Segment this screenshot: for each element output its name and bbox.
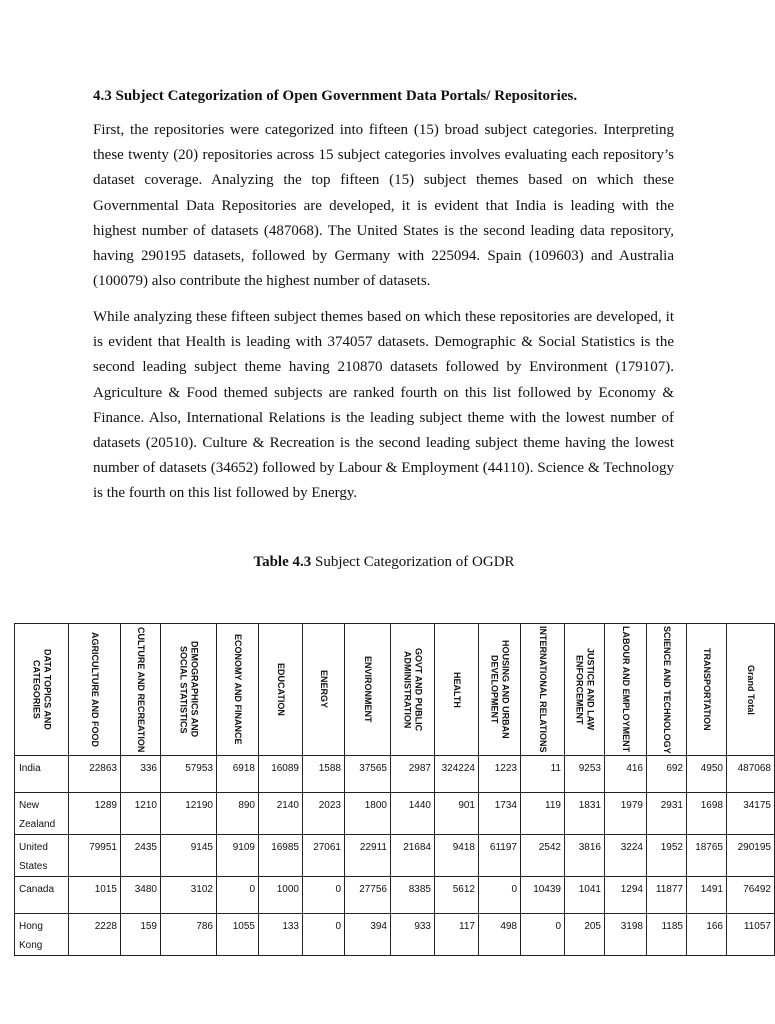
value-cell: 79951 <box>69 835 121 877</box>
table-row <box>15 914 775 956</box>
header-cell: EDUCATION <box>259 624 303 756</box>
value-cell: 61197 <box>479 835 521 877</box>
value-cell: 1210 <box>121 793 161 835</box>
value-cell: 2140 <box>259 793 303 835</box>
value-cell: 901 <box>435 793 479 835</box>
table-row <box>15 793 775 835</box>
value-cell: 9418 <box>435 835 479 877</box>
value-cell: 3816 <box>565 835 605 877</box>
value-cell: 10439 <box>521 877 565 914</box>
value-cell: 27756 <box>345 877 391 914</box>
value-cell: 1831 <box>565 793 605 835</box>
value-cell: 9109 <box>217 835 259 877</box>
header-cell: SCIENCE AND TECHNOLOGY <box>647 624 687 756</box>
value-cell: 2435 <box>121 835 161 877</box>
header-cell: INTERNATIONAL RELATIONS <box>521 624 565 756</box>
value-cell: 11057 <box>727 914 775 956</box>
value-cell: 18765 <box>687 835 727 877</box>
value-cell: 4950 <box>687 756 727 793</box>
value-cell: 9145 <box>161 835 217 877</box>
value-cell: 1440 <box>391 793 435 835</box>
paragraph-1: First, the repositories were categorized into fifteen (15) broad subject categories. Interpreting these twenty (20) repositories across 15 subject categories involves evaluating each repository’s dataset coverage. Analyzing the top fifteen (15) subject themes based on which these Governmental Data Repositories are developed, it is evident that India is leading with the highest number of datasets (487068). The United States is the second leading data repository, having 290195 datasets, followed by Germany with 225094. Spain (109603) and Australia (100079) also contribute the highest number of datasets. <box>93 122 674 290</box>
value-cell: 2228 <box>69 914 121 956</box>
value-cell: 37565 <box>345 756 391 793</box>
value-cell: 76492 <box>727 877 775 914</box>
value-cell: 34175 <box>727 793 775 835</box>
section-heading: 4.3 Subject Categorization of Open Government Data Portals/ Repositories. <box>93 88 578 104</box>
table-row <box>15 835 775 877</box>
value-cell: 16985 <box>259 835 303 877</box>
value-cell: 12190 <box>161 793 217 835</box>
value-cell: 394 <box>345 914 391 956</box>
row-label-cell: India <box>15 756 69 793</box>
header-cell: JUSTICE AND LAW ENFORCEMENT <box>565 624 605 756</box>
table-caption-label: Table 4.3 <box>253 554 312 570</box>
value-cell: 498 <box>479 914 521 956</box>
value-cell: 1979 <box>605 793 647 835</box>
value-cell: 22863 <box>69 756 121 793</box>
value-cell: 11877 <box>647 877 687 914</box>
value-cell: 1055 <box>217 914 259 956</box>
header-cell: DATA TOPICS AND CATEGORIES <box>15 624 69 756</box>
value-cell: 205 <box>565 914 605 956</box>
value-cell: 159 <box>121 914 161 956</box>
value-cell: 2023 <box>303 793 345 835</box>
header-cell: ECONOMY AND FINANCE <box>217 624 259 756</box>
value-cell: 1698 <box>687 793 727 835</box>
header-cell: CULTURE AND RECREATION <box>121 624 161 756</box>
value-cell: 3102 <box>161 877 217 914</box>
value-cell: 416 <box>605 756 647 793</box>
header-cell: GOVT AND PUBLIC ADMINISTRATION <box>391 624 435 756</box>
table-caption-text: Subject Categorization of OGDR <box>311 554 515 570</box>
value-cell: 0 <box>479 877 521 914</box>
header-cell: AGRICULTURE AND FOOD <box>69 624 121 756</box>
row-label-cell: Hong Kong <box>15 914 69 956</box>
header-cell: HOUSING AND URBAN DEVELOPMENT <box>479 624 521 756</box>
value-cell: 6918 <box>217 756 259 793</box>
paragraph-2: While analyzing these fifteen subject themes based on which these repositories are developed, it is evident that Health is leading with 374057 datasets. Demographic & Social Statistics is the second leading subject theme having 210870 datasets followed by Environment (179107). Agriculture & Food themed subjects are ranked fourth on this list followed by Economy & Finance. Also, International Relations is the leading subject theme with the lowest number of datasets (20510). Culture & Recreation is the second leading subject theme having the lowest number of datasets (34652) followed by Labour & Employment (44110). Science & Technology is the fourth on this list followed by Energy. <box>93 309 674 502</box>
value-cell: 3198 <box>605 914 647 956</box>
table-row <box>15 756 775 793</box>
header-cell: DEMOGRAPHICS AND SOCIAL STATISTICS <box>161 624 217 756</box>
value-cell: 1294 <box>605 877 647 914</box>
value-cell: 786 <box>161 914 217 956</box>
header-cell: TRANSPORTATION <box>687 624 727 756</box>
value-cell: 0 <box>521 914 565 956</box>
value-cell: 1041 <box>565 877 605 914</box>
row-label-cell: New Zealand <box>15 793 69 835</box>
value-cell: 21684 <box>391 835 435 877</box>
value-cell: 933 <box>391 914 435 956</box>
value-cell: 9253 <box>565 756 605 793</box>
value-cell: 5612 <box>435 877 479 914</box>
value-cell: 16089 <box>259 756 303 793</box>
value-cell: 3224 <box>605 835 647 877</box>
value-cell: 0 <box>217 877 259 914</box>
value-cell: 22911 <box>345 835 391 877</box>
row-label-cell: United States <box>15 835 69 877</box>
value-cell: 324224 <box>435 756 479 793</box>
value-cell: 0 <box>303 877 345 914</box>
value-cell: 133 <box>259 914 303 956</box>
header-cell: LABOUR AND EMPLOYMENT <box>605 624 647 756</box>
value-cell: 1588 <box>303 756 345 793</box>
table-header-row <box>15 624 775 756</box>
value-cell: 27061 <box>303 835 345 877</box>
header-cell: HEALTH <box>435 624 479 756</box>
value-cell: 487068 <box>727 756 775 793</box>
value-cell: 336 <box>121 756 161 793</box>
value-cell: 0 <box>303 914 345 956</box>
value-cell: 11 <box>521 756 565 793</box>
value-cell: 1289 <box>69 793 121 835</box>
subject-categorization-table <box>14 623 775 956</box>
value-cell: 2931 <box>647 793 687 835</box>
value-cell: 117 <box>435 914 479 956</box>
value-cell: 1185 <box>647 914 687 956</box>
value-cell: 2987 <box>391 756 435 793</box>
value-cell: 2542 <box>521 835 565 877</box>
value-cell: 119 <box>521 793 565 835</box>
value-cell: 57953 <box>161 756 217 793</box>
value-cell: 1491 <box>687 877 727 914</box>
value-cell: 290195 <box>727 835 775 877</box>
value-cell: 1223 <box>479 756 521 793</box>
value-cell: 1800 <box>345 793 391 835</box>
value-cell: 1734 <box>479 793 521 835</box>
value-cell: 1952 <box>647 835 687 877</box>
value-cell: 692 <box>647 756 687 793</box>
header-cell: ENVIRONMENT <box>345 624 391 756</box>
table-row <box>15 877 775 914</box>
value-cell: 166 <box>687 914 727 956</box>
table-caption <box>0 552 768 572</box>
row-label-cell: Canada <box>15 877 69 914</box>
header-cell: ENERGY <box>303 624 345 756</box>
header-cell: Grand Total <box>727 624 775 756</box>
value-cell: 3480 <box>121 877 161 914</box>
value-cell: 1000 <box>259 877 303 914</box>
value-cell: 8385 <box>391 877 435 914</box>
value-cell: 1015 <box>69 877 121 914</box>
value-cell: 890 <box>217 793 259 835</box>
